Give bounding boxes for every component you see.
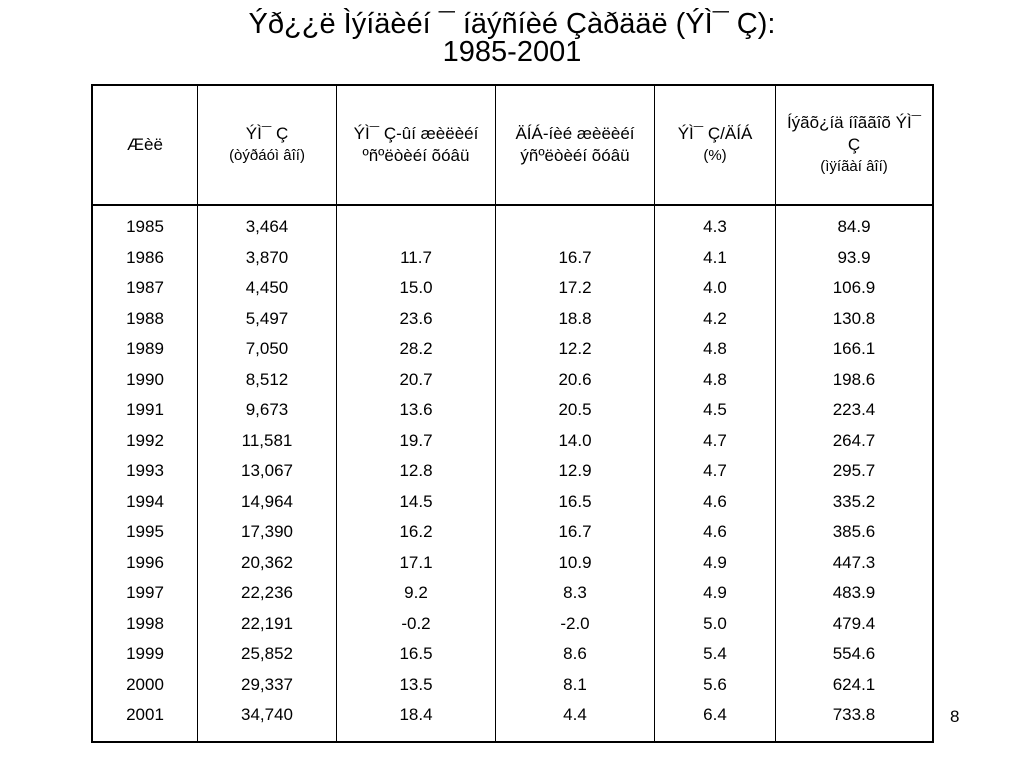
table-cell: -0.2 bbox=[337, 609, 496, 640]
table-cell: 29,337 bbox=[198, 670, 337, 701]
table-cell: 3,464 bbox=[198, 205, 337, 243]
table-cell: 18.4 bbox=[337, 700, 496, 742]
table-cell: 1995 bbox=[92, 517, 198, 548]
table-cell: 19.7 bbox=[337, 426, 496, 457]
table-cell: 28.2 bbox=[337, 334, 496, 365]
table-cell: 12.2 bbox=[496, 334, 655, 365]
data-table bbox=[91, 84, 934, 743]
table-cell: 166.1 bbox=[776, 334, 934, 365]
table-cell: 34,740 bbox=[198, 700, 337, 742]
table-cell: 7,050 bbox=[198, 334, 337, 365]
slide-title-line2: 1985-2001 bbox=[442, 36, 582, 68]
table-cell: 4.8 bbox=[655, 365, 776, 396]
header-main: ÝÌ¯ Ç bbox=[245, 124, 289, 143]
table-cell: 223.4 bbox=[776, 395, 934, 426]
table-cell: 14.5 bbox=[337, 487, 496, 518]
table-cell: 9,673 bbox=[198, 395, 337, 426]
table-row bbox=[92, 670, 933, 701]
table-cell: 12.9 bbox=[496, 456, 655, 487]
header-sub: (%) bbox=[703, 147, 727, 164]
table-cell: 624.1 bbox=[776, 670, 934, 701]
header-main: ÄÍÁ-íèé æèëèéí ýñºëòèéí õóâü bbox=[515, 124, 635, 165]
table-cell: 1997 bbox=[92, 578, 198, 609]
table-row bbox=[92, 700, 933, 742]
header-cell-ratio bbox=[655, 85, 776, 205]
table-cell: 11,581 bbox=[198, 426, 337, 457]
table-cell: 1988 bbox=[92, 304, 198, 335]
table-cell: 8.6 bbox=[496, 639, 655, 670]
table-cell: 6.4 bbox=[655, 700, 776, 742]
header-main: ÝÌ¯ Ç/ÄÍÁ bbox=[677, 124, 753, 143]
table-cell: 1999 bbox=[92, 639, 198, 670]
table-cell: 4.1 bbox=[655, 243, 776, 274]
table-cell: 17,390 bbox=[198, 517, 337, 548]
table-cell: 4.9 bbox=[655, 548, 776, 579]
table-cell: 5,497 bbox=[198, 304, 337, 335]
table-row bbox=[92, 548, 933, 579]
table-row bbox=[92, 304, 933, 335]
table-cell: 8.3 bbox=[496, 578, 655, 609]
table-cell: 2001 bbox=[92, 700, 198, 742]
table-cell: 5.6 bbox=[655, 670, 776, 701]
table-row bbox=[92, 487, 933, 518]
table-cell: 4.2 bbox=[655, 304, 776, 335]
table-cell: 16.7 bbox=[496, 243, 655, 274]
table-cell: 1987 bbox=[92, 273, 198, 304]
table-cell: 2000 bbox=[92, 670, 198, 701]
table-cell: 18.8 bbox=[496, 304, 655, 335]
page-number: 8 bbox=[950, 707, 960, 726]
table-body bbox=[92, 205, 933, 742]
table-cell: 20.7 bbox=[337, 365, 496, 396]
table-cell: 20,362 bbox=[198, 548, 337, 579]
header-cell-other-growth bbox=[496, 85, 655, 205]
table-cell: 479.4 bbox=[776, 609, 934, 640]
table-cell: 14,964 bbox=[198, 487, 337, 518]
table-row bbox=[92, 426, 933, 457]
table-cell: 9.2 bbox=[337, 578, 496, 609]
table-cell: 295.7 bbox=[776, 456, 934, 487]
table-cell: 4.7 bbox=[655, 426, 776, 457]
table-cell: 106.9 bbox=[776, 273, 934, 304]
table-cell: 1998 bbox=[92, 609, 198, 640]
table-cell: 25,852 bbox=[198, 639, 337, 670]
slide-title bbox=[0, 4, 1024, 72]
table-cell: 447.3 bbox=[776, 548, 934, 579]
table-cell: -2.0 bbox=[496, 609, 655, 640]
table-cell: 17.2 bbox=[496, 273, 655, 304]
table-cell: 16.5 bbox=[337, 639, 496, 670]
header-sub: (òýðáóì âîí) bbox=[229, 147, 305, 164]
table-cell: 4.9 bbox=[655, 578, 776, 609]
header-cell-per-capita bbox=[776, 85, 934, 205]
table-cell: 5.0 bbox=[655, 609, 776, 640]
table-cell: 11.7 bbox=[337, 243, 496, 274]
table-cell: 20.6 bbox=[496, 365, 655, 396]
table-row bbox=[92, 609, 933, 640]
table-cell: 1994 bbox=[92, 487, 198, 518]
table-cell: 93.9 bbox=[776, 243, 934, 274]
table-cell: 8.1 bbox=[496, 670, 655, 701]
table-cell: 12.8 bbox=[337, 456, 496, 487]
header-main: ÝÌ¯ Ç-ûí æèëèéí ºñºëòèéí õóâü bbox=[353, 124, 479, 165]
table-cell: 16.7 bbox=[496, 517, 655, 548]
table-cell: 20.5 bbox=[496, 395, 655, 426]
table-cell: 4.7 bbox=[655, 456, 776, 487]
table-cell: 13,067 bbox=[198, 456, 337, 487]
table-cell: 4.6 bbox=[655, 487, 776, 518]
table-cell: 15.0 bbox=[337, 273, 496, 304]
table-cell: 22,191 bbox=[198, 609, 337, 640]
table-cell: 335.2 bbox=[776, 487, 934, 518]
table-cell: 733.8 bbox=[776, 700, 934, 742]
header-sub: (ìÿíãàí âîí) bbox=[820, 158, 888, 175]
table-cell: 4.4 bbox=[496, 700, 655, 742]
table-cell: 4,450 bbox=[198, 273, 337, 304]
table-cell: 1993 bbox=[92, 456, 198, 487]
table-cell: 1989 bbox=[92, 334, 198, 365]
table-cell bbox=[496, 205, 655, 243]
table-cell: 22,236 bbox=[198, 578, 337, 609]
table-cell: 130.8 bbox=[776, 304, 934, 335]
header-cell-gdp bbox=[198, 85, 337, 205]
table-row bbox=[92, 365, 933, 396]
table-cell: 16.5 bbox=[496, 487, 655, 518]
header-cell-gdp-growth bbox=[337, 85, 496, 205]
header-main: Íýãõ¿íä íîããîõ ÝÌ¯ Ç bbox=[786, 113, 922, 154]
table-cell: 16.2 bbox=[337, 517, 496, 548]
table-cell: 14.0 bbox=[496, 426, 655, 457]
table-cell: 17.1 bbox=[337, 548, 496, 579]
table-cell: 1990 bbox=[92, 365, 198, 396]
table-cell: 483.9 bbox=[776, 578, 934, 609]
table-cell: 1992 bbox=[92, 426, 198, 457]
table-cell: 4.3 bbox=[655, 205, 776, 243]
table-cell: 264.7 bbox=[776, 426, 934, 457]
table-cell bbox=[337, 205, 496, 243]
table-cell: 13.6 bbox=[337, 395, 496, 426]
table-row bbox=[92, 334, 933, 365]
table-cell: 554.6 bbox=[776, 639, 934, 670]
table-cell: 1996 bbox=[92, 548, 198, 579]
table-cell: 385.6 bbox=[776, 517, 934, 548]
table-cell: 5.4 bbox=[655, 639, 776, 670]
table-row bbox=[92, 205, 933, 243]
header-row bbox=[92, 85, 933, 205]
table-cell: 84.9 bbox=[776, 205, 934, 243]
table-row bbox=[92, 456, 933, 487]
header-cell-year bbox=[92, 85, 198, 205]
table-cell: 4.5 bbox=[655, 395, 776, 426]
table-cell: 4.8 bbox=[655, 334, 776, 365]
table-row bbox=[92, 517, 933, 548]
table-cell: 13.5 bbox=[337, 670, 496, 701]
slide-title-line1: Ýð¿¿ë Ìýíäèéí ¯ íäýñíèé Çàðääë (ÝÌ¯ Ç): bbox=[248, 8, 776, 40]
header-main: Æèë bbox=[127, 135, 163, 154]
table-cell: 3,870 bbox=[198, 243, 337, 274]
table-cell: 198.6 bbox=[776, 365, 934, 396]
table-cell: 10.9 bbox=[496, 548, 655, 579]
table-cell: 1986 bbox=[92, 243, 198, 274]
table-cell: 4.0 bbox=[655, 273, 776, 304]
table-row bbox=[92, 395, 933, 426]
table-row bbox=[92, 273, 933, 304]
table-cell: 1985 bbox=[92, 205, 198, 243]
table-row bbox=[92, 578, 933, 609]
table-row bbox=[92, 639, 933, 670]
table-cell: 1991 bbox=[92, 395, 198, 426]
table-cell: 4.6 bbox=[655, 517, 776, 548]
table-cell: 8,512 bbox=[198, 365, 337, 396]
table-cell: 23.6 bbox=[337, 304, 496, 335]
table-row bbox=[92, 243, 933, 274]
